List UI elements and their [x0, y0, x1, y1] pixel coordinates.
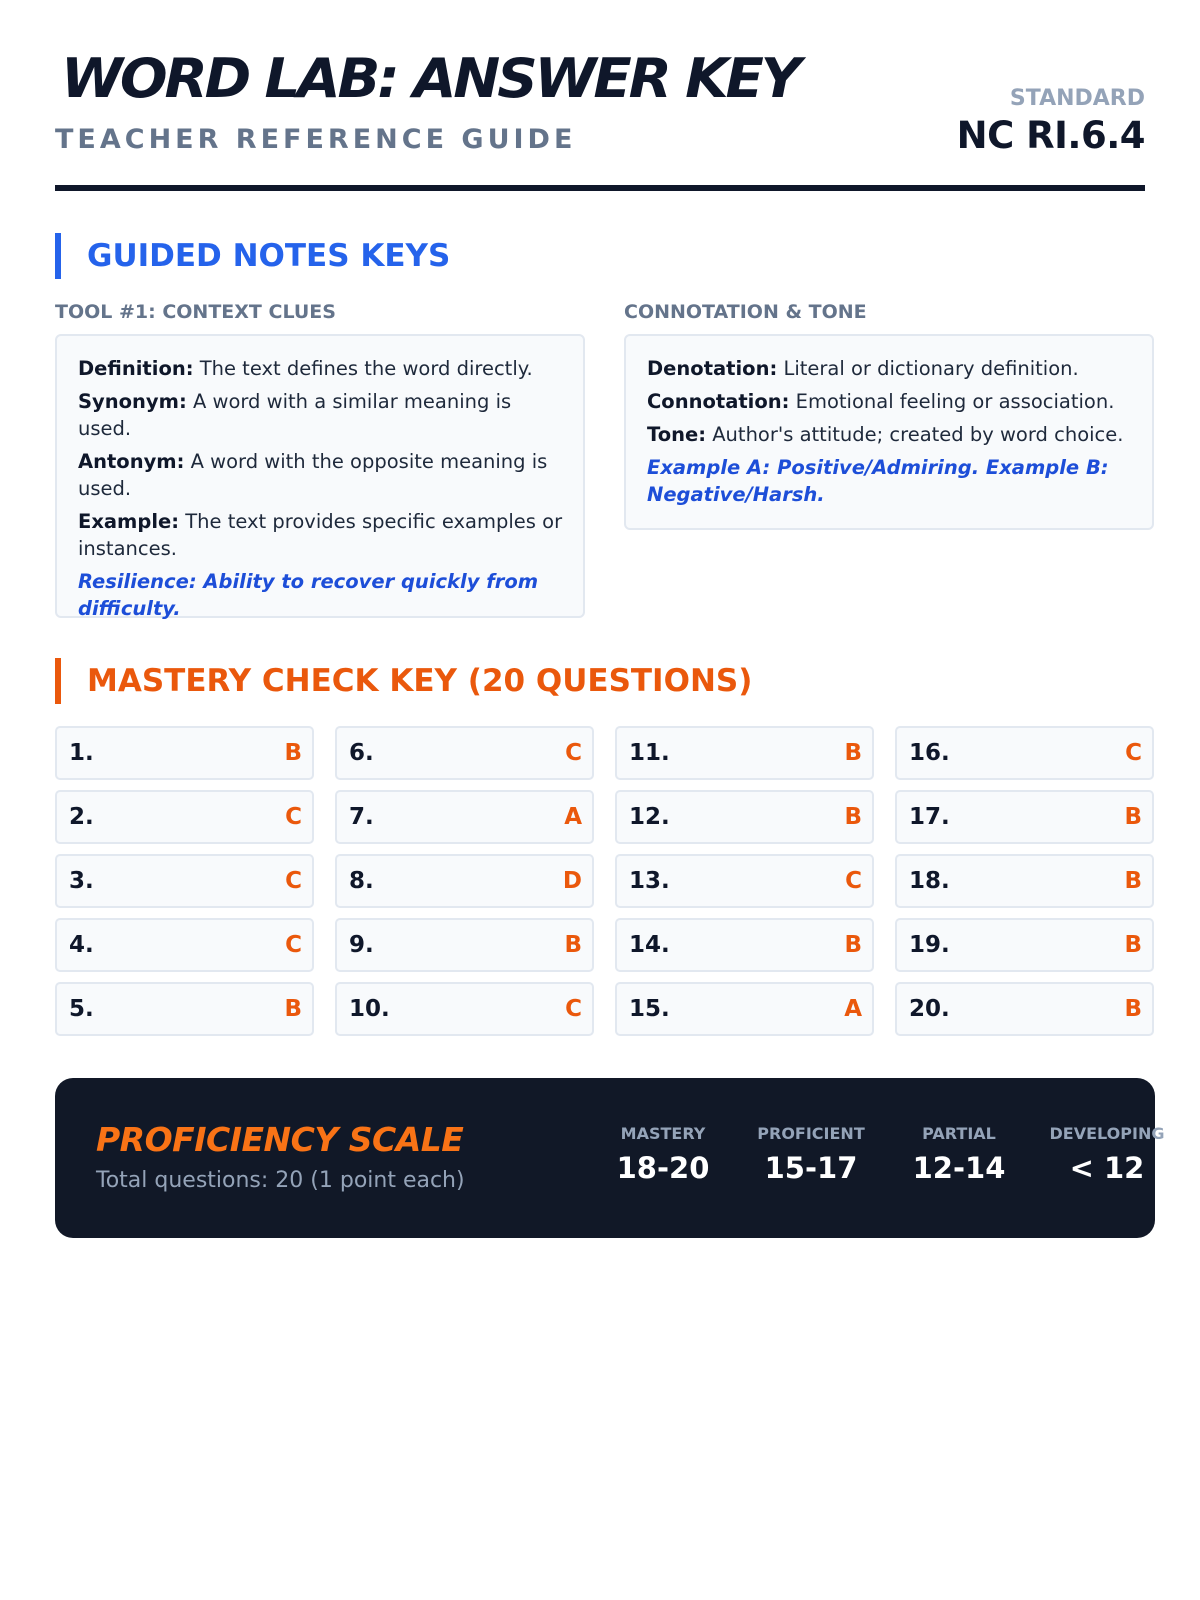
question-number: 6.	[349, 740, 374, 766]
note-text: Literal or dictionary definition.	[783, 357, 1079, 380]
level-label: DEVELOPING	[1049, 1124, 1165, 1143]
answer-letter: C	[845, 868, 862, 894]
answer-cell	[895, 790, 1154, 844]
note-text: A word with the opposite meaning is used.	[78, 450, 548, 500]
answer-letter: B	[284, 996, 302, 1022]
level-range: 15-17	[764, 1151, 858, 1185]
connotation-example: Example A: Positive/Admiring. Example B: Negative/Harsh.	[647, 456, 1109, 506]
level-range: 18-20	[616, 1151, 710, 1185]
answer-cell	[615, 726, 874, 780]
note-term: Definition:	[78, 357, 194, 380]
note-tone	[647, 421, 1132, 448]
note-term: Synonym:	[78, 390, 187, 413]
mastery-heading: MASTERY CHECK KEY (20 QUESTIONS)	[55, 658, 752, 704]
answer-cell	[335, 982, 594, 1036]
answer-cell	[55, 726, 314, 780]
level-range: < 12	[1069, 1151, 1145, 1185]
answer-cell	[335, 790, 594, 844]
question-number: 14.	[629, 932, 670, 958]
guided-notes-heading: GUIDED NOTES KEYS	[55, 233, 450, 279]
answer-letter: B	[844, 932, 862, 958]
answer-letter: B	[1124, 932, 1142, 958]
answer-cell	[55, 854, 314, 908]
answer-grid	[55, 726, 1155, 1036]
note-text: Author's attitude; created by word choice.	[712, 423, 1124, 446]
question-number: 16.	[909, 740, 950, 766]
level-label: PROFICIENT	[757, 1124, 865, 1143]
standard-value: NC RI.6.4	[956, 114, 1145, 157]
page-subtitle: TEACHER REFERENCE GUIDE	[55, 124, 577, 155]
answer-cell	[55, 982, 314, 1036]
question-number: 12.	[629, 804, 670, 830]
answer-cell	[335, 854, 594, 908]
answer-cell	[895, 982, 1154, 1036]
context-clues-example: Resilience: Ability to recover quickly from difficulty.	[78, 570, 539, 620]
note-term: Example:	[78, 510, 180, 533]
answer-letter: C	[565, 996, 582, 1022]
question-number: 11.	[629, 740, 670, 766]
answer-letter: C	[285, 868, 302, 894]
page-header	[55, 0, 1145, 191]
note-example	[78, 508, 563, 562]
note-connotation	[647, 388, 1132, 415]
question-number: 3.	[69, 868, 94, 894]
level-partial	[885, 1126, 1033, 1183]
answer-letter: A	[564, 804, 582, 830]
level-developing	[1033, 1126, 1181, 1183]
note-text: Emotional feeling or association.	[795, 390, 1115, 413]
question-number: 18.	[909, 868, 950, 894]
connotation-label: CONNOTATION & TONE	[624, 301, 867, 323]
note-definition	[78, 355, 563, 382]
question-number: 13.	[629, 868, 670, 894]
context-clues-column	[55, 300, 585, 618]
answer-letter: D	[562, 868, 582, 894]
answer-letter: A	[844, 996, 862, 1022]
note-synonym	[78, 388, 563, 442]
proficiency-scale	[55, 1078, 1165, 1238]
answer-letter: B	[844, 740, 862, 766]
answer-cell	[615, 982, 874, 1036]
question-number: 2.	[69, 804, 94, 830]
note-text: The text provides specific examples or instances.	[78, 510, 563, 560]
answer-cell	[895, 854, 1154, 908]
note-denotation	[647, 355, 1132, 382]
note-text: A word with a similar meaning is used.	[78, 390, 512, 440]
note-text: The text defines the word directly.	[199, 357, 533, 380]
scale-title: PROFICIENCY SCALE	[96, 1120, 464, 1159]
answer-letter: C	[285, 804, 302, 830]
note-term: Antonym:	[78, 450, 185, 473]
answer-cell	[895, 918, 1154, 972]
answer-letter: B	[1124, 996, 1142, 1022]
context-clues-label: TOOL #1: CONTEXT CLUES	[55, 301, 336, 323]
question-number: 9.	[349, 932, 374, 958]
level-proficient	[737, 1126, 885, 1183]
question-number: 5.	[69, 996, 94, 1022]
answer-cell	[335, 726, 594, 780]
level-label: PARTIAL	[922, 1124, 996, 1143]
question-number: 19.	[909, 932, 950, 958]
answer-letter: B	[1124, 868, 1142, 894]
level-label: MASTERY	[620, 1124, 706, 1143]
question-number: 15.	[629, 996, 670, 1022]
answer-cell	[55, 918, 314, 972]
note-term: Denotation:	[647, 357, 778, 380]
answer-letter: B	[844, 804, 862, 830]
answer-letter: C	[285, 932, 302, 958]
answer-cell	[615, 918, 874, 972]
question-number: 7.	[349, 804, 374, 830]
answer-letter: C	[1125, 740, 1142, 766]
question-number: 10.	[349, 996, 390, 1022]
question-number: 20.	[909, 996, 950, 1022]
answer-cell	[55, 790, 314, 844]
connotation-box	[624, 334, 1154, 530]
scale-subtitle: Total questions: 20 (1 point each)	[96, 1168, 465, 1193]
answer-letter: B	[284, 740, 302, 766]
level-range: 12-14	[912, 1151, 1006, 1185]
answer-cell	[615, 790, 874, 844]
answer-letter: B	[564, 932, 582, 958]
note-term: Tone:	[647, 423, 707, 446]
note-antonym	[78, 448, 563, 502]
question-number: 8.	[349, 868, 374, 894]
standard-label: STANDARD	[1009, 86, 1145, 111]
note-term: Connotation:	[647, 390, 790, 413]
question-number: 4.	[69, 932, 94, 958]
context-clues-box	[55, 334, 585, 618]
answer-letter: C	[565, 740, 582, 766]
level-mastery	[589, 1126, 737, 1183]
scale-levels	[589, 1126, 1181, 1183]
answer-letter: B	[1124, 804, 1142, 830]
answer-cell	[615, 854, 874, 908]
page-title: WORD LAB: ANSWER KEY	[61, 47, 799, 110]
question-number: 1.	[69, 740, 94, 766]
connotation-column	[624, 300, 1154, 530]
answer-cell	[895, 726, 1154, 780]
answer-cell	[335, 918, 594, 972]
question-number: 17.	[909, 804, 950, 830]
